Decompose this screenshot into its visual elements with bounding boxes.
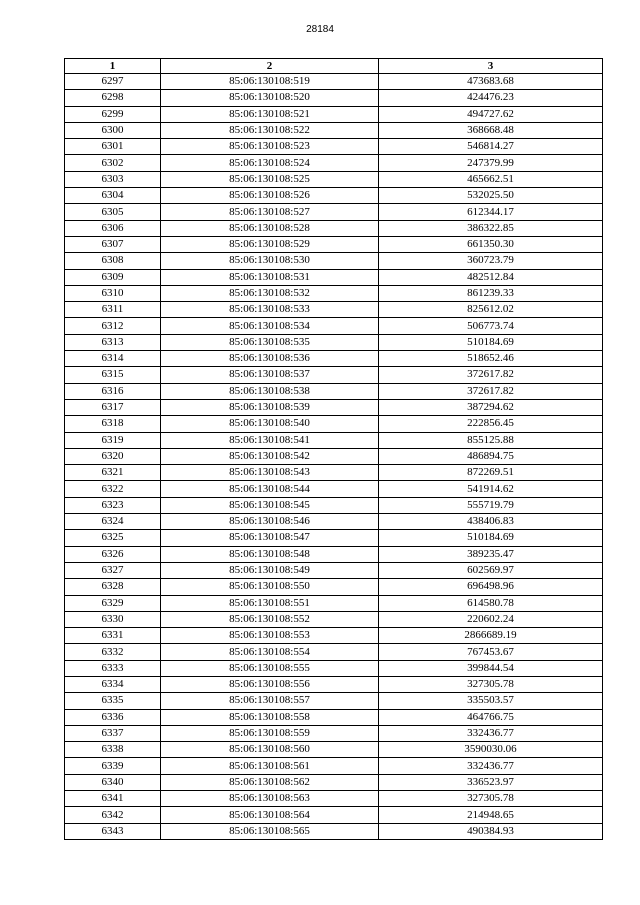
row-number-cell: 6330 <box>65 611 161 627</box>
cadastral-number-cell: 85:06:130108:544 <box>161 481 379 497</box>
row-number-cell: 6298 <box>65 90 161 106</box>
cadastral-number-cell: 85:06:130108:532 <box>161 285 379 301</box>
cadastral-number-cell: 85:06:130108:528 <box>161 220 379 236</box>
table-row <box>65 155 603 171</box>
row-number-cell: 6320 <box>65 448 161 464</box>
value-cell: 482512.84 <box>379 269 603 285</box>
cadastral-number-cell: 85:06:130108:559 <box>161 725 379 741</box>
row-number-cell: 6335 <box>65 693 161 709</box>
table-row <box>65 416 603 432</box>
value-cell: 438406.83 <box>379 514 603 530</box>
row-number-cell: 6319 <box>65 432 161 448</box>
cadastral-number-cell: 85:06:130108:535 <box>161 334 379 350</box>
table-row <box>65 742 603 758</box>
row-number-cell: 6306 <box>65 220 161 236</box>
row-number-cell: 6337 <box>65 725 161 741</box>
row-number-cell: 6308 <box>65 253 161 269</box>
cadastral-number-cell: 85:06:130108:537 <box>161 367 379 383</box>
table-row <box>65 644 603 660</box>
column-header-3: 3 <box>379 59 603 74</box>
table-body <box>65 74 603 840</box>
value-cell: 541914.62 <box>379 481 603 497</box>
value-cell: 767453.67 <box>379 644 603 660</box>
cadastral-number-cell: 85:06:130108:524 <box>161 155 379 171</box>
row-number-cell: 6303 <box>65 171 161 187</box>
cadastral-number-cell: 85:06:130108:530 <box>161 253 379 269</box>
table-row <box>65 351 603 367</box>
cadastral-number-cell: 85:06:130108:523 <box>161 139 379 155</box>
value-cell: 2866689.19 <box>379 628 603 644</box>
table-row <box>65 139 603 155</box>
cadastral-number-cell: 85:06:130108:542 <box>161 448 379 464</box>
row-number-cell: 6325 <box>65 530 161 546</box>
row-number-cell: 6322 <box>65 481 161 497</box>
value-cell: 332436.77 <box>379 725 603 741</box>
column-header-1: 1 <box>65 59 161 74</box>
table-row <box>65 481 603 497</box>
value-cell: 825612.02 <box>379 302 603 318</box>
value-cell: 464766.75 <box>379 709 603 725</box>
table-row <box>65 562 603 578</box>
table-row <box>65 611 603 627</box>
page-number: 28184 <box>306 24 334 35</box>
cadastral-number-cell: 85:06:130108:519 <box>161 74 379 90</box>
value-cell: 486894.75 <box>379 448 603 464</box>
row-number-cell: 6326 <box>65 546 161 562</box>
row-number-cell: 6299 <box>65 106 161 122</box>
value-cell: 555719.79 <box>379 497 603 513</box>
value-cell: 696498.96 <box>379 579 603 595</box>
table-row <box>65 334 603 350</box>
row-number-cell: 6307 <box>65 236 161 252</box>
value-cell: 506773.74 <box>379 318 603 334</box>
value-cell: 214948.65 <box>379 807 603 823</box>
cadastral-number-cell: 85:06:130108:533 <box>161 302 379 318</box>
cadastral-number-cell: 85:06:130108:525 <box>161 171 379 187</box>
table-row <box>65 122 603 138</box>
cadastral-number-cell: 85:06:130108:547 <box>161 530 379 546</box>
table-row <box>65 90 603 106</box>
row-number-cell: 6328 <box>65 579 161 595</box>
table-row <box>65 791 603 807</box>
value-cell: 372617.82 <box>379 383 603 399</box>
table-row <box>65 367 603 383</box>
cadastral-number-cell: 85:06:130108:560 <box>161 742 379 758</box>
value-cell: 247379.99 <box>379 155 603 171</box>
cadastral-number-cell: 85:06:130108:564 <box>161 807 379 823</box>
row-number-cell: 6317 <box>65 399 161 415</box>
cadastral-number-cell: 85:06:130108:529 <box>161 236 379 252</box>
row-number-cell: 6314 <box>65 351 161 367</box>
table-row <box>65 693 603 709</box>
value-cell: 532025.50 <box>379 188 603 204</box>
value-cell: 424476.23 <box>379 90 603 106</box>
value-cell: 360723.79 <box>379 253 603 269</box>
cadastral-number-cell: 85:06:130108:548 <box>161 546 379 562</box>
table-row <box>65 807 603 823</box>
value-cell: 389235.47 <box>379 546 603 562</box>
row-number-cell: 6312 <box>65 318 161 334</box>
value-cell: 490384.93 <box>379 823 603 839</box>
row-number-cell: 6341 <box>65 791 161 807</box>
table-row <box>65 758 603 774</box>
row-number-cell: 6318 <box>65 416 161 432</box>
cadastral-number-cell: 85:06:130108:541 <box>161 432 379 448</box>
table-row <box>65 530 603 546</box>
value-cell: 872269.51 <box>379 465 603 481</box>
cadastral-number-cell: 85:06:130108:561 <box>161 758 379 774</box>
cadastral-number-cell: 85:06:130108:526 <box>161 188 379 204</box>
cadastral-number-cell: 85:06:130108:550 <box>161 579 379 595</box>
row-number-cell: 6338 <box>65 742 161 758</box>
row-number-cell: 6334 <box>65 676 161 692</box>
table-row <box>65 236 603 252</box>
row-number-cell: 6301 <box>65 139 161 155</box>
row-number-cell: 6327 <box>65 562 161 578</box>
table-row <box>65 399 603 415</box>
value-cell: 327305.78 <box>379 791 603 807</box>
cadastral-number-cell: 85:06:130108:520 <box>161 90 379 106</box>
cadastral-number-cell: 85:06:130108:552 <box>161 611 379 627</box>
value-cell: 661350.30 <box>379 236 603 252</box>
row-number-cell: 6324 <box>65 514 161 530</box>
row-number-cell: 6336 <box>65 709 161 725</box>
row-number-cell: 6304 <box>65 188 161 204</box>
cadastral-number-cell: 85:06:130108:565 <box>161 823 379 839</box>
value-cell: 336523.97 <box>379 774 603 790</box>
cadastral-number-cell: 85:06:130108:556 <box>161 676 379 692</box>
table-row <box>65 383 603 399</box>
cadastral-number-cell: 85:06:130108:562 <box>161 774 379 790</box>
value-cell: 368668.48 <box>379 122 603 138</box>
value-cell: 602569.97 <box>379 562 603 578</box>
row-number-cell: 6343 <box>65 823 161 839</box>
cadastral-number-cell: 85:06:130108:554 <box>161 644 379 660</box>
row-number-cell: 6302 <box>65 155 161 171</box>
table-row <box>65 448 603 464</box>
value-cell: 386322.85 <box>379 220 603 236</box>
table-row <box>65 774 603 790</box>
value-cell: 332436.77 <box>379 758 603 774</box>
cadastral-number-cell: 85:06:130108:555 <box>161 660 379 676</box>
row-number-cell: 6310 <box>65 285 161 301</box>
value-cell: 335503.57 <box>379 693 603 709</box>
table-row <box>65 579 603 595</box>
table-row <box>65 106 603 122</box>
cadastral-number-cell: 85:06:130108:527 <box>161 204 379 220</box>
row-number-cell: 6323 <box>65 497 161 513</box>
row-number-cell: 6316 <box>65 383 161 399</box>
row-number-cell: 6331 <box>65 628 161 644</box>
table-row <box>65 204 603 220</box>
cadastral-number-cell: 85:06:130108:558 <box>161 709 379 725</box>
cadastral-number-cell: 85:06:130108:536 <box>161 351 379 367</box>
row-number-cell: 6309 <box>65 269 161 285</box>
table-row <box>65 220 603 236</box>
row-number-cell: 6342 <box>65 807 161 823</box>
table-row <box>65 628 603 644</box>
value-cell: 372617.82 <box>379 367 603 383</box>
value-cell: 510184.69 <box>379 334 603 350</box>
table-row <box>65 497 603 513</box>
cadastral-number-cell: 85:06:130108:531 <box>161 269 379 285</box>
value-cell: 3590030.06 <box>379 742 603 758</box>
value-cell: 510184.69 <box>379 530 603 546</box>
row-number-cell: 6311 <box>65 302 161 318</box>
table-row <box>65 269 603 285</box>
cadastral-number-cell: 85:06:130108:534 <box>161 318 379 334</box>
cadastral-number-cell: 85:06:130108:538 <box>161 383 379 399</box>
table-row <box>65 318 603 334</box>
table-row <box>65 676 603 692</box>
row-number-cell: 6305 <box>65 204 161 220</box>
row-number-cell: 6340 <box>65 774 161 790</box>
row-number-cell: 6313 <box>65 334 161 350</box>
table-row <box>65 823 603 839</box>
table-row <box>65 432 603 448</box>
row-number-cell: 6315 <box>65 367 161 383</box>
cadastral-number-cell: 85:06:130108:563 <box>161 791 379 807</box>
value-cell: 399844.54 <box>379 660 603 676</box>
cadastral-number-cell: 85:06:130108:549 <box>161 562 379 578</box>
cadastral-number-cell: 85:06:130108:553 <box>161 628 379 644</box>
row-number-cell: 6332 <box>65 644 161 660</box>
row-number-cell: 6329 <box>65 595 161 611</box>
cadastral-number-cell: 85:06:130108:540 <box>161 416 379 432</box>
value-cell: 222856.45 <box>379 416 603 432</box>
value-cell: 473683.68 <box>379 74 603 90</box>
row-number-cell: 6321 <box>65 465 161 481</box>
table-header <box>65 59 603 74</box>
row-number-cell: 6339 <box>65 758 161 774</box>
cadastral-number-cell: 85:06:130108:551 <box>161 595 379 611</box>
cadastral-number-cell: 85:06:130108:543 <box>161 465 379 481</box>
table-row <box>65 595 603 611</box>
table-row <box>65 709 603 725</box>
table-row <box>65 74 603 90</box>
value-cell: 855125.88 <box>379 432 603 448</box>
value-cell: 220602.24 <box>379 611 603 627</box>
cadastral-number-cell: 85:06:130108:521 <box>161 106 379 122</box>
cadastral-number-cell: 85:06:130108:545 <box>161 497 379 513</box>
table-row <box>65 660 603 676</box>
value-cell: 494727.62 <box>379 106 603 122</box>
row-number-cell: 6297 <box>65 74 161 90</box>
value-cell: 612344.17 <box>379 204 603 220</box>
row-number-cell: 6300 <box>65 122 161 138</box>
table-row <box>65 171 603 187</box>
cadastral-value-table <box>64 58 603 840</box>
value-cell: 614580.78 <box>379 595 603 611</box>
table-row <box>65 725 603 741</box>
header-row <box>65 59 603 74</box>
table-row <box>65 253 603 269</box>
table-row <box>65 188 603 204</box>
row-number-cell: 6333 <box>65 660 161 676</box>
value-cell: 387294.62 <box>379 399 603 415</box>
cadastral-number-cell: 85:06:130108:522 <box>161 122 379 138</box>
value-cell: 465662.51 <box>379 171 603 187</box>
value-cell: 327305.78 <box>379 676 603 692</box>
value-cell: 546814.27 <box>379 139 603 155</box>
cadastral-number-cell: 85:06:130108:546 <box>161 514 379 530</box>
column-header-2: 2 <box>161 59 379 74</box>
cadastral-number-cell: 85:06:130108:539 <box>161 399 379 415</box>
value-cell: 518652.46 <box>379 351 603 367</box>
table-row <box>65 285 603 301</box>
table-row <box>65 465 603 481</box>
value-cell: 861239.33 <box>379 285 603 301</box>
cadastral-number-cell: 85:06:130108:557 <box>161 693 379 709</box>
table-row <box>65 514 603 530</box>
table-row <box>65 302 603 318</box>
table-row <box>65 546 603 562</box>
